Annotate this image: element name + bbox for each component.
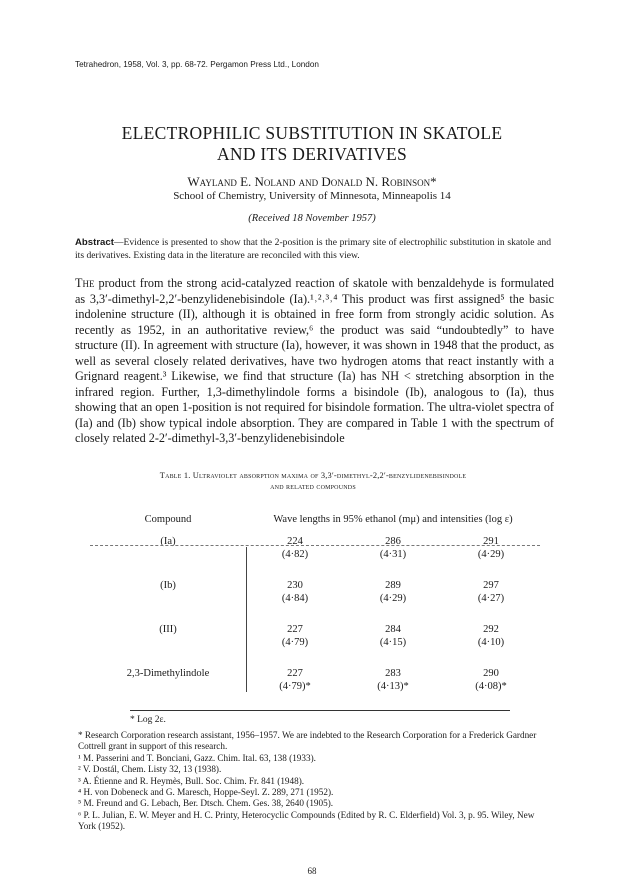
footnotes <box>78 730 554 833</box>
body-lead: The <box>75 276 95 290</box>
table-caption <box>75 470 551 492</box>
value-cell <box>344 623 442 667</box>
wavelength-value: 286 <box>385 536 401 547</box>
value-cell <box>344 535 442 579</box>
value-cell <box>246 623 344 667</box>
wavelength-value: 297 <box>483 580 499 591</box>
wavelength-value: 283 <box>385 668 401 679</box>
table-header-rule <box>90 545 540 546</box>
intensity-value: (4·31) <box>379 549 407 560</box>
table-row <box>90 623 540 667</box>
intensity-value: (4·84) <box>281 593 309 604</box>
intensity-value: (4·79) <box>281 637 309 648</box>
abstract <box>75 236 551 262</box>
compound-name: (Ib) <box>160 580 176 591</box>
wavelength-value: 230 <box>287 580 303 591</box>
wavelength-value: 289 <box>385 580 401 591</box>
body-text <box>75 276 554 447</box>
table-bottom-rule <box>130 710 510 711</box>
table-row <box>90 535 540 579</box>
value-cell <box>246 535 344 579</box>
page-number: 68 <box>307 866 317 876</box>
wavelength-value: 284 <box>385 624 401 635</box>
compound-name: (III) <box>159 624 177 635</box>
intensity-value: (4·29) <box>379 593 407 604</box>
received-date: (Received 18 November 1957) <box>248 213 376 224</box>
title-line-2: AND ITS DERIVATIVES <box>216 144 408 164</box>
affiliation: School of Chemistry, University of Minnesota, Minneapolis 14 <box>173 190 451 202</box>
compound-cell <box>90 535 246 579</box>
compound-cell <box>90 623 246 667</box>
intensity-value: (4·15) <box>379 637 407 648</box>
wavelength-value: 227 <box>287 624 303 635</box>
wavelength-value: 291 <box>483 536 499 547</box>
table-caption-line-1: Table 1. Ultraviolet absorption maxima of 3,3′-dimethyl-2,2′-benzylidenebisindole <box>159 471 467 480</box>
header-wavelengths: Wave lengths in 95% ethanol (mμ) and intensities (log ε) <box>273 514 513 525</box>
value-cell <box>442 623 540 667</box>
compound-name: 2,3-Dimethylindole <box>126 668 210 679</box>
compound-cell <box>90 667 246 711</box>
table-caption-line-2: and related compounds <box>270 482 356 491</box>
uv-table <box>90 514 540 711</box>
journal-citation: Tetrahedron, 1958, Vol. 3, pp. 68-72. Pergamon Press Ltd., London <box>75 60 319 69</box>
table-note: * Log 2ε. <box>130 715 166 725</box>
footnote: ⁶ P. L. Julian, E. W. Meyer and H. C. Printy, Heterocyclic Compounds (Edited by R. C. Elderfield) Vol. 3, p. 95. Wiley, New York (1952). <box>78 809 535 832</box>
intensity-value: (4·08)* <box>475 681 507 692</box>
intensity-value: (4·79)* <box>279 681 311 692</box>
footnote: ⁵ M. Freund and G. Lebach, Ber. Dtsch. Chem. Ges. 38, 2640 (1905). <box>78 798 334 809</box>
wavelength-value: 227 <box>287 668 303 679</box>
body-paragraph: product from the strong acid-catalyzed reaction of skatole with benzaldehyde is formulated as 3,3′-dimethyl-2,2′-benzylidenebisindole (Ia).¹˒²˒³˒⁴ This product was first assigned⁵ the basic indolenine structure (II), although it is obtained in free form from strongly acidic solution. As recently as 1952, in an authoritative review,⁶ the product was said “undoubtedly” to have structure (II). In agreement with structure (Ia), however, it was shown in 1948 that the product, as well as several closely related derivatives, have two hydrogen atoms that react instantly with a Grignard reagent.³ Likewise, we find that structure (Ia) has NH < stretching absorption in the infrared region. Further, 1,3-dimethylindole forms a bisindole (Ib), analogous to (Ia), thus showing that an open 1-position is not required for bisindole formation. The ultra-violet spectra of (Ia) and (Ib) show typical indole absorption. They are compared in Table 1 with the spectrum of closely related 2-2′-dimethyl-3,3′-benzylidenebisindole <box>75 276 554 445</box>
value-cell <box>246 667 344 711</box>
wavelength-value: 292 <box>483 624 499 635</box>
authors: Wayland E. Noland and Donald N. Robinson* <box>187 174 437 189</box>
value-cell <box>442 579 540 623</box>
intensity-value: (4·82) <box>281 549 309 560</box>
intensity-value: (4·13)* <box>377 681 409 692</box>
table-header-row <box>90 514 540 535</box>
value-cell <box>344 667 442 711</box>
value-cell <box>246 579 344 623</box>
paper-title <box>60 123 564 165</box>
table-row <box>90 667 540 711</box>
table-row <box>90 579 540 623</box>
intensity-value: (4·10) <box>477 637 505 648</box>
footnote: ³ A. Étienne and R. Heymès, Bull. Soc. Chim. Fr. 841 (1948). <box>78 775 305 786</box>
compound-name: (Ia) <box>160 536 176 547</box>
abstract-label: Abstract <box>75 237 114 248</box>
abstract-text: —Evidence is presented to show that the 2-position is the primary site of electrophilic substitution in skatole and its derivatives. Existing data in the literature are reconciled with this view. <box>75 237 551 261</box>
intensity-value: (4·29) <box>477 549 505 560</box>
compound-cell <box>90 579 246 623</box>
value-cell <box>442 667 540 711</box>
intensity-value: (4·27) <box>477 593 505 604</box>
title-line-1: ELECTROPHILIC SUBSTITUTION IN SKATOLE <box>121 123 503 143</box>
wavelength-value: 224 <box>287 536 303 547</box>
header-compound: Compound <box>144 514 192 525</box>
value-cell <box>344 579 442 623</box>
value-cell <box>442 535 540 579</box>
footnote: ⁴ H. von Dobeneck and G. Maresch, Hoppe-Seyl. Z. 289, 271 (1952). <box>78 787 334 798</box>
footnote: ² V. Dostál, Chem. Listy 32, 13 (1938). <box>78 764 222 775</box>
footnote: ¹ M. Passerini and T. Bonciani, Gazz. Chim. Ital. 63, 138 (1933). <box>78 752 316 763</box>
wavelength-value: 290 <box>483 668 499 679</box>
footnote: * Research Corporation research assistant, 1956–1957. We are indebted to the Research Corporation for a Frederick Gardner Cottrell grant in support of this research. <box>78 730 537 752</box>
table-column-rule <box>246 547 247 692</box>
